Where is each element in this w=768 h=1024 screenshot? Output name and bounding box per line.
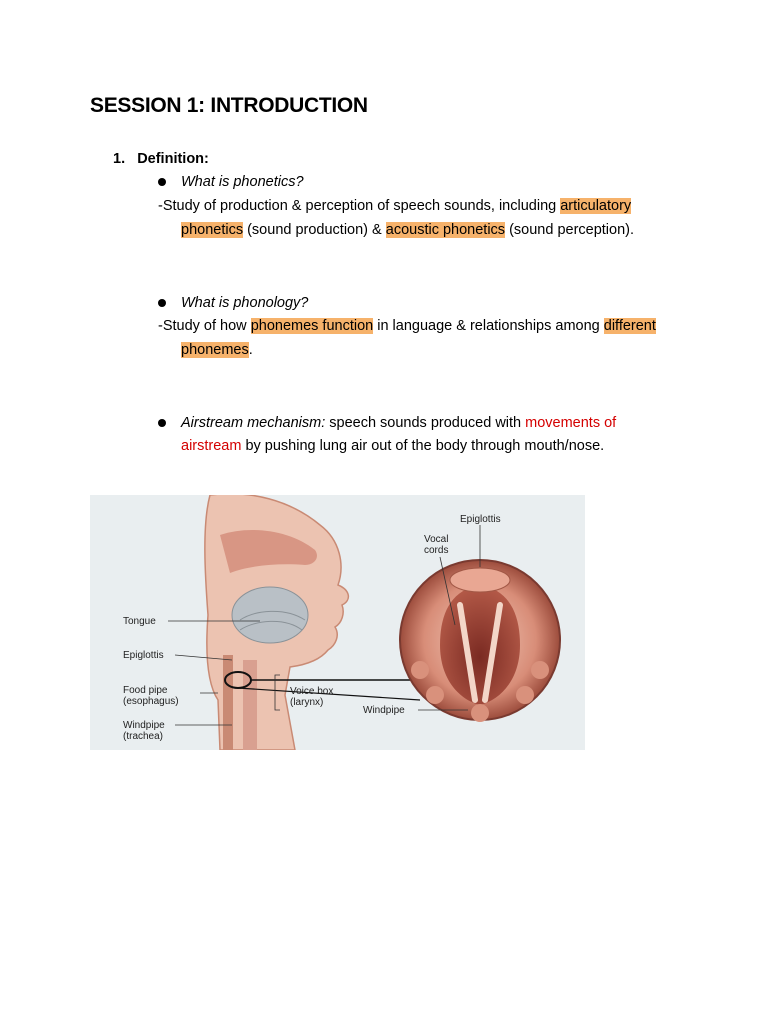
label-trachea: (trachea) xyxy=(123,731,164,742)
highlight-articulatory: articulatory xyxy=(560,198,632,214)
phonetics-question: What is phonetics? xyxy=(181,174,304,190)
head-cross-section xyxy=(205,495,349,750)
phonology-line-2: phonemes. xyxy=(181,342,253,358)
section-heading xyxy=(113,149,209,169)
airstream-line-1: Airstream mechanism: speech sounds produced with movements of xyxy=(181,415,617,431)
phonology-line-1: -Study of how phonemes function in language & relationships among different xyxy=(158,318,656,334)
label-windpipe-right: Windpipe xyxy=(363,705,405,716)
label-cords: cords xyxy=(424,545,449,556)
anatomy-illustration xyxy=(90,495,585,750)
label-windpipe-left: Windpipe xyxy=(123,720,165,731)
phonology-question: What is phonology? xyxy=(181,295,309,311)
bullet-icon xyxy=(158,178,166,186)
red-text-movements: movements of xyxy=(525,415,617,431)
label-voice-box: Voice box xyxy=(290,686,334,697)
highlight-different: different xyxy=(603,318,656,334)
label-vocal: Vocal xyxy=(424,534,449,545)
bullet-icon xyxy=(158,419,166,427)
anatomy-figure xyxy=(90,495,585,750)
section-heading-text: Definition: xyxy=(137,151,209,167)
airstream-line-2: airstream by pushing lung air out of the body through mouth/nose. xyxy=(181,438,605,454)
highlight-phonemes-function: phonemes function xyxy=(250,318,374,334)
vocal-cords-view xyxy=(400,560,560,722)
highlight-phonemes: phonemes xyxy=(181,342,249,358)
section-number: 1. xyxy=(113,151,126,167)
red-text-airstream: airstream xyxy=(181,438,242,454)
bullet-icon xyxy=(158,299,166,307)
page-title: SESSION 1: INTRODUCTION xyxy=(90,94,368,117)
label-larynx: (larynx) xyxy=(290,697,324,708)
label-epiglottis-right: Epiglottis xyxy=(460,514,501,525)
label-epiglottis-left: Epiglottis xyxy=(123,650,164,661)
highlight-phonetics: phonetics xyxy=(181,222,244,238)
label-food-pipe: Food pipe xyxy=(123,685,168,696)
highlight-acoustic-phonetics: acoustic phonetics xyxy=(385,222,506,238)
phonetics-line-1: -Study of production & perception of speech sounds, including articulatory xyxy=(158,198,632,214)
label-tongue: Tongue xyxy=(123,616,156,627)
label-esophagus: (esophagus) xyxy=(123,696,179,707)
airstream-term: Airstream mechanism: xyxy=(181,415,326,431)
phonetics-line-2: phonetics (sound production) & acoustic phonetics (sound perception). xyxy=(181,222,635,238)
